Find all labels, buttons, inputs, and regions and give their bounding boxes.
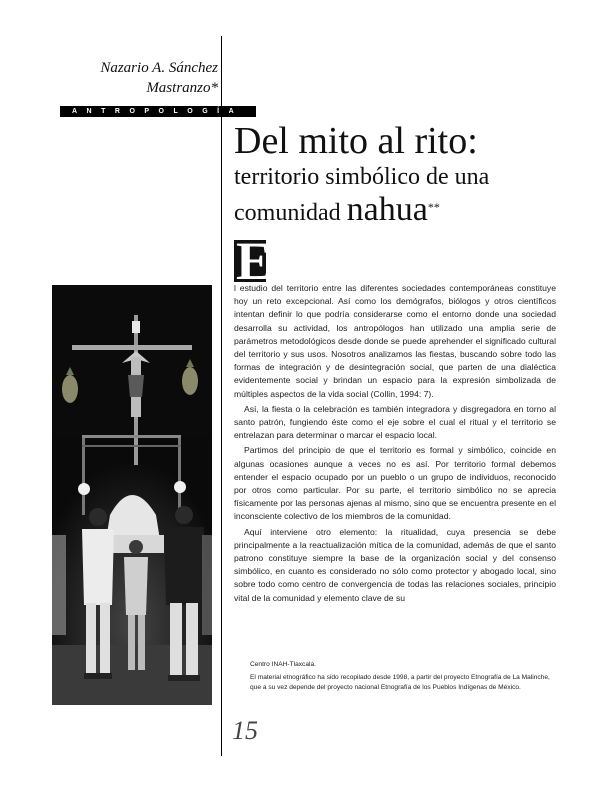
subtitle-prefix: comunidad: [234, 200, 347, 226]
subtitle-emphasis: nahua: [346, 191, 428, 228]
subtitle-line-2: [234, 192, 564, 228]
drop-cap: E: [236, 231, 273, 291]
paragraph: Aquí interviene otro elemento: la ritualidad, cuya presencia se debe principalmente a la reactualización mítica de la comunidad, además de que el santo patrono constituye siempre la base de la organización social y del consenso simbólico, en cuanto es considerado no sólo como protector y abogado local, sino sobre todo como centro de convergencia de todas las relaciones sociales, principio vital de la comunidad y elemento clave de su: [234, 526, 556, 603]
author-name: [60, 58, 218, 98]
paragraph: l estudio del territorio entre las diferentes sociedades contemporáneas constituye hoy un reto excepcional. Así como los demógrafos, biólogos y otros científicos intentan definir lo que podría considerarse como el entorno donde una sociedad desarrolla su actividad, los antropólogos han utilizado una amplia serie de parámetros metodológicos desde donde se puede aprehender el significado cultural del territorio y sus usos. Nosotros analizamos las fiestas, buscando sobre todo las formas de integración y de desintegración social, que parten de una dialéctica evidentemente social y brindan un espacio para la expresión simbolizada de múltiples aspectos de la vida social (Collin, 1994: 7).: [234, 283, 556, 399]
article-subtitle: [234, 162, 564, 228]
subtitle-line-1: territorio simbólico de una: [234, 164, 490, 190]
paragraph: Partimos del principio de que el territorio es formal y simbólico, coincide en algunas ocasiones aunque a veces no es así. Por territorio formal debemos entender el espacio ocupado por un pueblo o un grupo de individuos, reconocido por otros como particular. Por su parte, el territorio simbólico no se aprecia físicamente por las personas ajenas al mismo, sino que se encuentra presente en el inconsciente colectivo de los miembros de la comunidad.: [234, 445, 556, 522]
article-body: [234, 282, 556, 607]
subtitle-footnote-mark: **: [427, 200, 440, 214]
section-label: ANTROPOLOGÍA: [60, 106, 256, 117]
author-line-1: Nazario A. Sánchez: [100, 60, 218, 76]
author-line-2: Mastranzo*: [146, 80, 218, 96]
page-number: 15: [232, 716, 258, 745]
footnote: El material etnográfico ha sido recopilado desde 1998, a partir del proyecto Etnografía de La Malinche, que a su vez depende del proyecto nacional Etnografía de los Pueblos Indígenas de México.: [250, 673, 550, 691]
column-divider: [221, 36, 222, 756]
paragraph: Así, la fiesta o la celebración es también integradora y disgregadora en torno al santo patrón, fungiendo éste como el eje sobre el cual el ritual y el territorio se entrelazan para determinar o marcar el espacio local.: [234, 403, 556, 441]
footnotes: [240, 660, 556, 695]
procession-photo: [52, 285, 212, 705]
footnote: Centro INAH-Tlaxcala.: [250, 661, 316, 668]
article-title: Del mito al rito:: [234, 120, 478, 162]
